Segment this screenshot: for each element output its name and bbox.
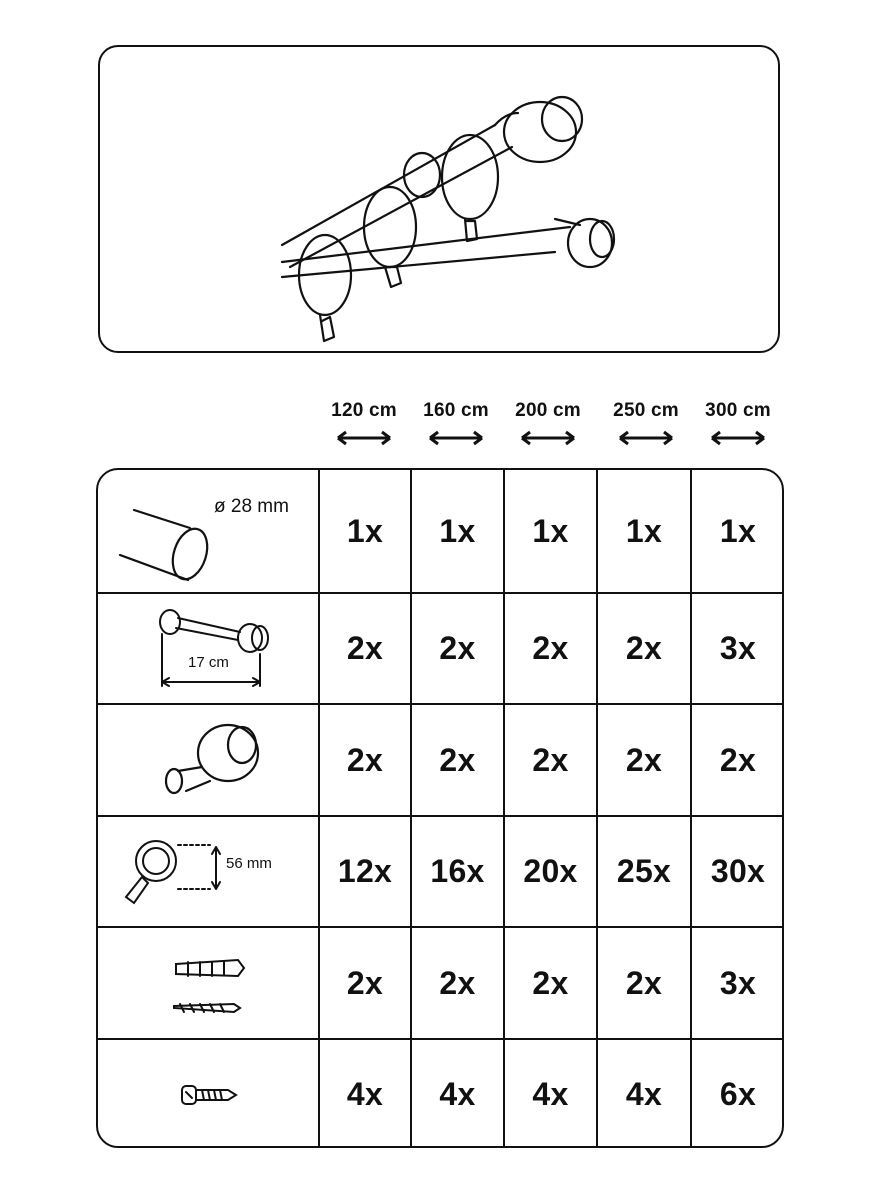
double-arrow-icon — [428, 430, 484, 446]
qty-ring-200: 20x — [523, 853, 578, 889]
qty-plug-screw-160: 2x — [439, 964, 476, 1001]
curtain-rod-assembly-icon — [100, 47, 782, 355]
plug-and-screw-icon — [98, 928, 318, 1038]
length-label: 200 cm — [515, 400, 581, 421]
qty-finial-250: 2x — [625, 741, 663, 778]
qty-plug-screw-120: 2x — [346, 964, 384, 1001]
double-arrow-icon — [520, 430, 576, 446]
length-label: 250 cm — [613, 400, 679, 421]
double-arrow-icon — [336, 430, 392, 446]
length-header-250 — [598, 400, 694, 446]
qty-small-screw-120: 4x — [346, 1075, 384, 1112]
double-arrow-icon — [710, 430, 766, 446]
qty-ring-120: 12x — [337, 853, 393, 889]
length-header-160 — [408, 400, 504, 446]
row-ring-part — [98, 817, 318, 926]
qty-plug-screw-300: 3x — [719, 964, 757, 1001]
double-arrow-icon — [618, 430, 674, 446]
finial-icon — [98, 705, 318, 815]
qty-plug-screw-250: 2x — [625, 964, 663, 1001]
ring-icon — [98, 817, 318, 926]
qty-small-screw-160: 4x — [439, 1075, 476, 1112]
qty-ring-300: 30x — [710, 853, 766, 889]
row-bracket-part — [98, 594, 318, 703]
bracket-icon — [98, 594, 318, 703]
qty-rod-160: 1x — [439, 512, 476, 549]
qty-small-screw-250: 4x — [625, 1075, 663, 1112]
qty-finial-200: 2x — [532, 741, 569, 778]
row-small-screw-part — [98, 1040, 318, 1148]
qty-small-screw-200: 4x — [532, 1075, 569, 1112]
assembled-rod-illustration — [98, 45, 780, 353]
rod-diameter-label: ø 28 mm — [214, 496, 289, 517]
qty-bracket-300: 3x — [719, 630, 757, 666]
qty-small-screw-300: 6x — [719, 1075, 757, 1112]
qty-rod-200: 1x — [532, 512, 569, 549]
row-finial-part — [98, 705, 318, 815]
qty-bracket-250: 2x — [625, 630, 663, 666]
ring-size-label: 56 mm — [226, 855, 272, 872]
qty-plug-screw-200: 2x — [532, 964, 569, 1001]
qty-finial-160: 2x — [439, 741, 476, 778]
small-screw-icon — [98, 1040, 318, 1148]
row-rod-part — [98, 470, 318, 592]
bracket-length-label: 17 cm — [188, 654, 229, 671]
qty-bracket-160: 2x — [439, 630, 476, 666]
parts-table — [96, 468, 784, 1148]
length-label: 160 cm — [423, 400, 489, 421]
length-header-300 — [690, 400, 786, 446]
qty-ring-250: 25x — [616, 853, 672, 889]
qty-ring-160: 16x — [430, 853, 485, 889]
qty-rod-120: 1x — [346, 512, 384, 549]
row-plug-screw-part — [98, 928, 318, 1038]
qty-finial-300: 2x — [719, 741, 757, 778]
length-header-120 — [316, 400, 412, 446]
qty-bracket-200: 2x — [532, 630, 569, 666]
qty-finial-120: 2x — [346, 741, 384, 778]
qty-rod-300: 1x — [719, 512, 757, 549]
length-label: 300 cm — [705, 400, 771, 421]
rod-icon — [98, 470, 318, 592]
length-header-200 — [500, 400, 596, 446]
length-label: 120 cm — [331, 400, 397, 421]
qty-bracket-120: 2x — [346, 630, 384, 666]
qty-rod-250: 1x — [625, 512, 663, 549]
